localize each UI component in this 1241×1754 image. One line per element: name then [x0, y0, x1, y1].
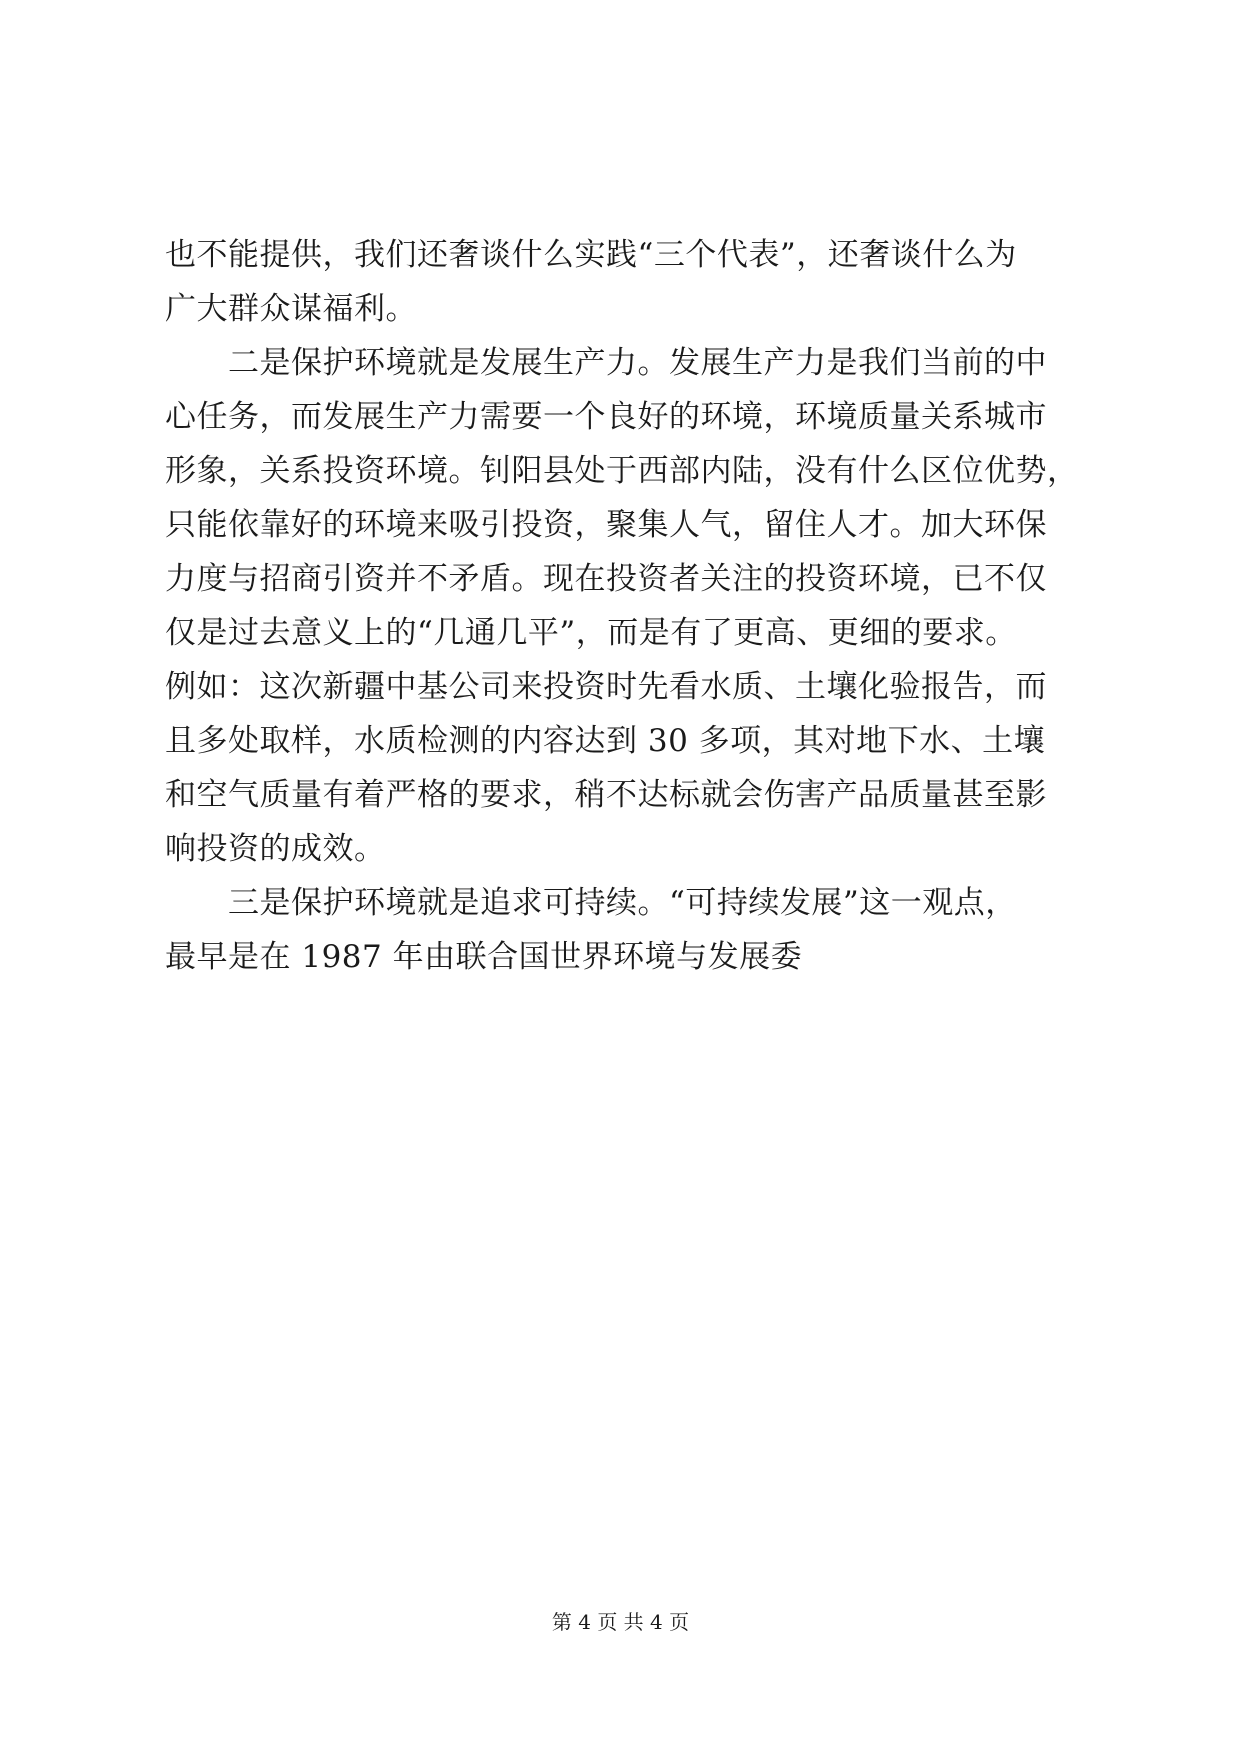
text-line: 例如：这次新疆中基公司来投资时先看水质、土壤化验报告，而 [165, 669, 1047, 705]
text-line: 力度与招商引资并不矛盾。现在投资者关注的投资环境，已不仅 [165, 561, 1047, 597]
text-line: 最早是在 1987 年由联合国世界环境与发展委 [165, 939, 803, 975]
text-line: 只能依靠好的环境来吸引投资，聚集人气，留住人才。加大环保 [165, 507, 1047, 543]
text-line: 心任务，而发展生产力需要一个良好的环境，环境质量关系城市 [165, 399, 1047, 435]
text-line: 广大群众谋福利。 [165, 291, 417, 327]
body-text [165, 228, 1085, 984]
text-line: 响投资的成效。 [165, 831, 386, 867]
text-line: 和空气质量有着严格的要求，稍不达标就会伤害产品质量甚至影 [165, 777, 1047, 813]
text-line: 二是保护环境就是发展生产力。发展生产力是我们当前的中 [165, 345, 1047, 381]
text-line: 形象，关系投资环境。钊阳县处于西部内陆，没有什么区位优势， [165, 453, 1079, 489]
text-line: 三是保护环境就是追求可持续。“可持续发展”这一观点， [165, 885, 1017, 921]
text-line: 且多处取样，水质检测的内容达到 30 多项，其对地下水、土壤 [165, 723, 1046, 759]
page-footer [0, 1608, 1241, 1636]
page-number: 第 4 页 共 4 页 [551, 1610, 690, 1634]
text-line: 仅是过去意义上的“几通几平”，而是有了更高、更细的要求。 [165, 615, 1017, 651]
text-line: 也不能提供，我们还奢谈什么实践“三个代表”，还奢谈什么为 [165, 237, 1017, 273]
